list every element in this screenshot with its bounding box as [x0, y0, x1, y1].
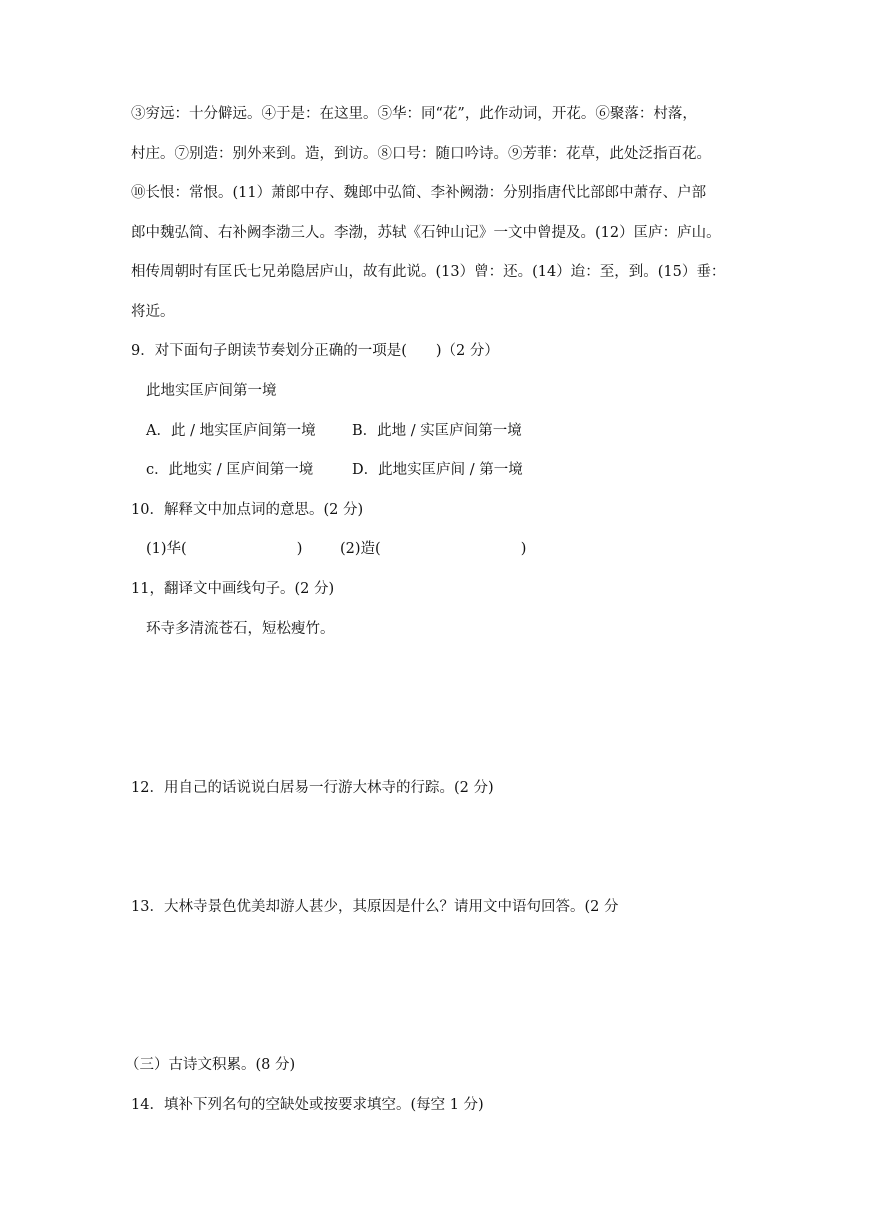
question-9-sentence: 此地实匡庐间第一境 [146, 383, 277, 399]
item-2-open: (2)造( [340, 541, 381, 557]
item-2-close: ) [520, 541, 527, 557]
note-line-5: 相传周朝时有匡氏七兄弟隐居庐山，故有此说。(13）曾：还。(14）迨：至，到。(15）垂： [131, 264, 726, 280]
question-9-option-b: B．此地 / 实匡庐间第一境 [352, 423, 522, 439]
question-10-item-2 [340, 539, 526, 559]
section-3-heading: （三）古诗文积累。(8 分) [125, 1057, 296, 1073]
question-11-stem: 11，翻译文中画线句子。(2 分) [131, 581, 335, 597]
question-14-stem: 14．填补下列名句的空缺处或按要求填空。(每空 1 分) [131, 1097, 484, 1113]
item-1-close: ) [296, 541, 303, 557]
question-9-option-a: A．此 / 地实匡庐间第一境 [146, 423, 316, 439]
question-9-option-c: c．此地实 / 匡庐间第一境 [146, 462, 314, 478]
question-10-item-1 [146, 539, 302, 559]
question-12-stem: 12．用自己的话说说白居易一行游大林寺的行踪。(2 分) [131, 780, 494, 796]
note-line-4: 郎中魏弘简、右补阙李渤三人。李渤，苏轼《石钟山记》一文中曾提及。(12）匡庐：庐山。 [131, 225, 721, 241]
question-10-stem: 10．解释文中加点词的意思。(2 分) [131, 502, 364, 518]
item-1-open: (1)华( [146, 541, 187, 557]
question-13-stem: 13．大林寺景色优美却游人甚少，其原因是什么？请用文中语句回答。(2 分 [131, 899, 619, 915]
question-9-stem: 9．对下面句子朗读节奏划分正确的一项是( )（2 分） [131, 343, 499, 359]
question-9-option-d: D．此地实匡庐间 / 第一境 [352, 462, 523, 478]
question-11-sentence: 环寺多清流苍石，短松瘦竹。 [146, 621, 335, 637]
note-line-6: 将近。 [131, 304, 175, 320]
note-line-3: ⑩长恨：常恨。(11）萧郎中存、魏郎中弘简、李补阙渤：分别指唐代比部郎中萧存、户部 [131, 185, 707, 201]
note-line-1: ③穷远：十分僻远。④于是：在这里。⑤华：同“花”，此作动词，开花。⑥聚落：村落， [131, 106, 697, 122]
note-line-2: 村庄。⑦别造：别外来到。造，到访。⑧口号：随口吟诗。⑨芳菲：花草，此处泛指百花。 [131, 146, 711, 162]
